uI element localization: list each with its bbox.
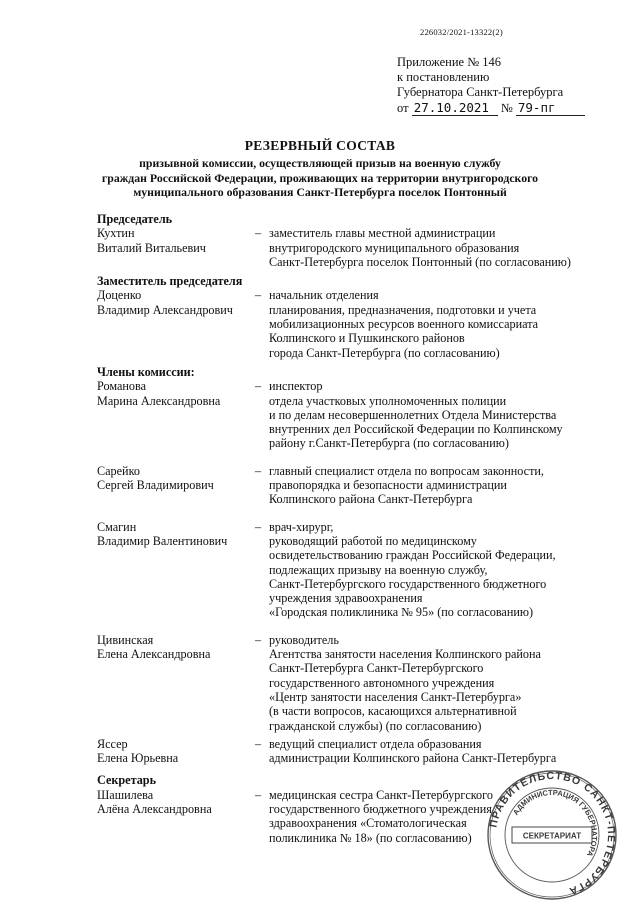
role-line: государственного бюджетного учреждения: [269, 801, 492, 816]
appendix-block: [397, 55, 585, 116]
person-name: [97, 226, 255, 269]
title-sub: [0, 156, 640, 200]
person-name: [97, 520, 255, 620]
title-line-3: муниципального образования Санкт-Петербурга поселок Понтонный: [133, 185, 507, 199]
document-number: 226032/2021-13322(2): [420, 27, 503, 37]
role-line: руководящий работой по медицинскому: [269, 533, 477, 548]
entry-member-4: [97, 633, 607, 733]
person-name: [97, 633, 255, 733]
role-line: гражданской службы) (по согласованию): [269, 718, 482, 733]
person-name: [97, 288, 255, 359]
dash: –: [255, 787, 262, 802]
entry-member-5: [97, 737, 607, 766]
person-surname: Яссер: [97, 736, 128, 751]
person-surname: Сарейко: [97, 463, 140, 478]
spacer: [97, 451, 607, 464]
role-line: начальник отделения: [269, 288, 379, 303]
person-given-name: Марина Александровна: [97, 393, 221, 408]
role-line: планирования, предназначения, подготовки и учета: [269, 302, 537, 317]
title-line-2: граждан Российской Федерации, проживающих на территории внутригородского: [101, 170, 539, 185]
person-given-name: Елена Юрьевна: [97, 751, 179, 766]
role-line: внутригородского муниципального образования: [269, 240, 520, 255]
person-name: [97, 737, 255, 766]
person-role: [269, 464, 607, 507]
role-line: Колпинского района Санкт-Петербурга: [269, 492, 473, 507]
person-surname: Смагин: [97, 519, 137, 534]
title-line-1: призывной комиссии, осуществляющей призыв на военную службу: [139, 156, 501, 170]
appendix-date-line: [397, 100, 585, 116]
document-title: [0, 138, 640, 200]
dash: –: [255, 379, 262, 394]
person-given-name: Владимир Валентинович: [97, 533, 228, 548]
entry-member-2: [97, 464, 607, 507]
person-name: [97, 788, 255, 845]
stamp-center-text: СЕКРЕТАРИАТ: [522, 831, 582, 841]
appendix-num-sign: №: [500, 101, 513, 115]
role-line: врач-хирург,: [269, 519, 334, 534]
role-line: внутренних дел Российской Федерации по Колпинскому: [269, 422, 563, 437]
stamp-middle-text: АДМИНИСТРАЦИЯ ГУБЕРНАТОРА: [510, 787, 600, 859]
person-given-name: Алёна Александровна: [97, 801, 212, 816]
role-line: Санкт-Петербурга поселок Понтонный (по согласованию): [269, 254, 571, 269]
appendix-line-3: Губернатора Санкт-Петербурга: [397, 85, 564, 99]
role-line: государственного автономного учреждения: [269, 675, 495, 690]
section-chair: Председатель: [97, 212, 173, 226]
person-name: [97, 464, 255, 507]
dash: –: [255, 226, 262, 241]
role-line: инспектор: [269, 379, 323, 394]
title-main: РЕЗЕРВНЫЙ СОСТАВ: [244, 138, 396, 153]
person-given-name: Владимир Александрович: [97, 302, 233, 317]
role-line: району г.Санкт-Петербурга (по согласованию): [269, 436, 509, 451]
role-line: медицинская сестра Санкт-Петербургского: [269, 787, 493, 802]
person-given-name: Елена Александровна: [97, 647, 211, 662]
entry-chair: [97, 226, 607, 269]
person-given-name: Сергей Владимирович: [97, 478, 214, 493]
role-line: правопорядка и безопасности администрации: [269, 478, 507, 493]
person-role: [269, 520, 607, 620]
role-line: главный специалист отдела по вопросам законности,: [269, 463, 544, 478]
appendix-number: 79-пг: [516, 100, 585, 116]
role-line: отдела участковых уполномоченных полиции: [269, 393, 507, 408]
person-surname: Шашилева: [97, 787, 154, 802]
dash: –: [255, 288, 262, 303]
role-line: города Санкт-Петербурга (по согласованию): [269, 345, 500, 360]
role-line: мобилизационных ресурсов военного комиссариата: [269, 317, 539, 332]
role-line: администрации Колпинского района Санкт-Петербурга: [269, 751, 557, 766]
role-line: учреждения здравоохранения: [269, 591, 423, 606]
role-line: освидетельствованию граждан Российской Федерации,: [269, 548, 556, 563]
appendix-line-2: к постановлению: [397, 70, 490, 84]
dash: –: [255, 519, 262, 534]
commission-list: [97, 212, 607, 845]
role-line: здравоохранения «Стоматологическая: [269, 816, 467, 831]
appendix-from: от: [397, 101, 409, 115]
person-surname: Романова: [97, 379, 146, 394]
section-deputy: Заместитель председателя: [97, 274, 243, 289]
role-line: «Центр занятости населения Санкт-Петербурга»: [269, 689, 522, 704]
section-secretary: Секретарь: [97, 773, 157, 788]
role-line: руководитель: [269, 632, 339, 647]
role-line: Санкт-Петербурга Санкт-Петербургского: [269, 661, 484, 676]
role-line: Колпинского и Пушкинского районов: [269, 331, 465, 346]
spacer: [97, 620, 607, 633]
person-surname: Кухтин: [97, 226, 135, 241]
role-line: поликлиника № 18» (по согласованию): [269, 830, 472, 845]
person-role: [269, 226, 607, 269]
role-line: и по делам несовершеннолетних Отдела Министерства: [269, 407, 557, 422]
person-role: [269, 737, 607, 766]
entry-member-3: [97, 520, 607, 620]
dash: –: [255, 463, 262, 478]
entry-deputy: [97, 288, 607, 359]
appendix-date: 27.10.2021: [412, 100, 498, 116]
dash: –: [255, 632, 262, 647]
appendix-line-1: Приложение № 146: [397, 55, 502, 69]
role-line: заместитель главы местной администрации: [269, 226, 496, 241]
person-surname: Цивинская: [97, 632, 154, 647]
role-line: Агентства занятости населения Колпинского района: [269, 647, 541, 662]
person-role: [269, 379, 607, 450]
role-line: подлежащих призыву на военную службу,: [269, 562, 488, 577]
person-name: [97, 379, 255, 450]
person-role: [269, 633, 607, 733]
section-members: Члены комиссии:: [97, 364, 195, 379]
stamp-outer-text: ПРАВИТЕЛЬСТВО САНКТ-ПЕТЕРБУРГА: [487, 770, 618, 898]
person-surname: Доценко: [97, 288, 142, 303]
role-line: Санкт-Петербургского государственного бюджетного: [269, 576, 547, 591]
role-line: «Городская поликлиника № 95» (по согласованию): [269, 605, 534, 620]
role-line: ведущий специалист отдела образования: [269, 736, 482, 751]
official-stamp: [482, 770, 622, 900]
person-role: [269, 288, 607, 359]
spacer: [97, 507, 607, 520]
person-given-name: Виталий Витальевич: [97, 240, 206, 255]
entry-member-1: [97, 379, 607, 450]
role-line: (в части вопросов, касающихся альтернативной: [269, 704, 517, 719]
dash: –: [255, 736, 262, 751]
